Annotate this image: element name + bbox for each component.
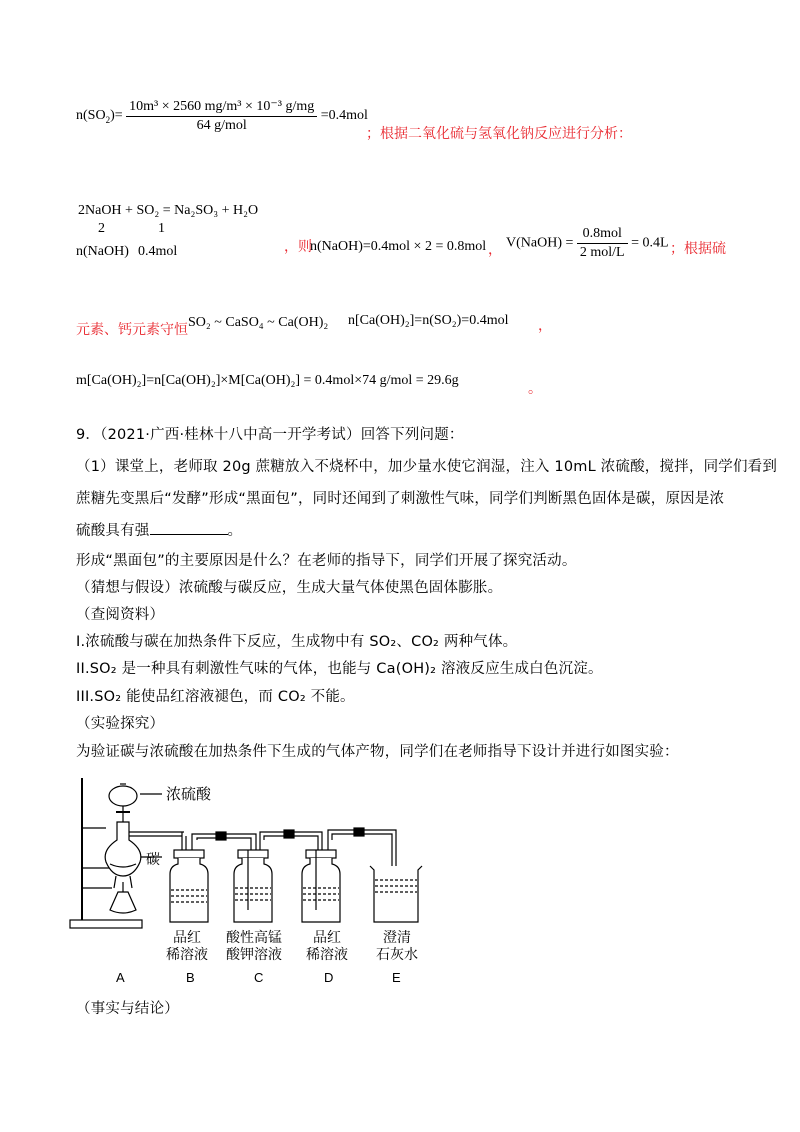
note-comma: ，	[488, 242, 502, 258]
reaction-equation: 2NaOH + SO₂ = Na₂SO₃ + H₂O	[78, 203, 259, 218]
formula-n-naoh: n(NaOH)=0.4mol × 2 = 0.8mol	[310, 239, 487, 254]
answer-blank[interactable]	[150, 520, 228, 535]
v-naoh-fraction	[577, 226, 628, 261]
n-so2-numerator: 10m³ × 2560 mg/m³ × 10⁻³ g/mg	[126, 98, 317, 117]
note-analysis-by-reaction: ；根据二氧化硫与氢氧化钠反应进行分析：	[366, 126, 632, 142]
question-p7: III.SO₂ 能使品红溶液褪色，而 CO₂ 不能。	[76, 689, 355, 705]
v-naoh-denominator: 2 mol/L	[579, 245, 625, 260]
label-bottle-b: 品红 稀溶液	[166, 930, 208, 963]
n-so2-denominator: 64 g/mol	[196, 118, 247, 133]
n-so2-fraction	[126, 98, 317, 134]
question-p8: （实验探究）	[76, 716, 165, 732]
reaction-coef-2: 2	[98, 221, 105, 236]
separatory-funnel	[109, 784, 162, 822]
letter-d: D	[324, 970, 334, 985]
note-by-sulfur: ；根据硫	[670, 241, 726, 257]
note-then: ，则	[284, 239, 312, 255]
n-so2-lhs: $n(SO_2)=$	[76, 108, 123, 126]
v-naoh-numerator: 0.8mol	[577, 226, 628, 244]
label-conc-sulfuric-acid: 浓硫酸	[166, 785, 212, 803]
bottle-b	[170, 840, 208, 922]
question-p10: （事实与结论）	[76, 1001, 179, 1017]
letter-e: E	[392, 970, 401, 985]
letter-c: C	[254, 970, 264, 985]
n-so2-result: =0.4mol	[320, 108, 368, 124]
beaker-e	[370, 866, 422, 922]
formula-n-caoh: n[Ca(OH)₂]=n(SO₂)=0.4mol	[348, 313, 509, 328]
reaction-coef-1: 1	[158, 221, 165, 236]
question-header: 9．（2021·广西·桂林十八中高一开学考试）回答下列问题：	[76, 427, 464, 443]
question-p6: II.SO₂ 是一种具有刺激性气味的气体，也能与 Ca(OH)₂ 溶液反应生成白色沉淀。	[76, 661, 603, 677]
label-carbon: 碳	[146, 852, 160, 868]
bottle-c	[234, 840, 272, 922]
formula-v-naoh: V(NaOH) = $\frac{\text{0.8mol}}{\text{2 mol/L}}$ = 0.4L	[506, 226, 669, 260]
question-p2: 形成“黑面包”的主要原因是什么？在老师的指导下，同学们开展了探究活动。	[76, 553, 577, 569]
reaction-n-naoh-label: n(NaOH)	[76, 244, 129, 259]
question-p5: I.浓硫酸与碳在加热条件下反应，生成物中有 SO₂、CO₂ 两种气体。	[76, 634, 518, 650]
question-p4: （查阅资料）	[76, 607, 165, 623]
letter-a: A	[116, 970, 125, 985]
reaction-n-naoh-value: 0.4mol	[138, 244, 178, 259]
label-bottle-d: 品红 稀溶液	[306, 930, 348, 963]
question-p1-line1: （1）课堂上，老师取 20g 蔗糖放入不烧杯中，加少量水使它润湿，注入 10mL 浓硫酸，搅拌，同学们看到	[76, 459, 778, 475]
note-period: 。	[528, 381, 542, 397]
question-p3: （猜想与假设）浓硫酸与碳反应，生成大量气体使黑色固体膨胀。	[76, 580, 503, 596]
note-comma2: ，	[538, 318, 552, 334]
note-element-conservation: 元素、钙元素守恒	[76, 322, 188, 338]
alcohol-lamp	[110, 876, 136, 913]
label-bottle-c: 酸性高锰 酸钾溶液	[226, 930, 282, 963]
bottle-d	[302, 840, 340, 922]
question-p9: 为验证碳与浓硫酸在加热条件下生成的气体产物，同学们在老师指导下设计并进行如图实验：	[76, 744, 679, 760]
label-beaker-e: 澄清 石灰水	[376, 930, 418, 963]
formula-n-so2	[76, 98, 368, 134]
question-p1-line2: 蔗糖先变黑后“发酵”形成“黑面包”，同时还闻到了刺激性气味，同学们判断黑色固体是碳，原因是浓	[76, 491, 725, 507]
formula-m-caoh: m[Ca(OH)₂]=n[Ca(OH)₂]×M[Ca(OH)₂] = 0.4mol×74 g/mol = 29.6g	[76, 373, 459, 388]
formula-conservation-chain: SO₂ ~ CaSO₄ ~ Ca(OH)₂	[188, 315, 329, 330]
letter-b: B	[186, 970, 195, 985]
question-p1-line3: 硫酸具有强 。	[76, 519, 242, 540]
